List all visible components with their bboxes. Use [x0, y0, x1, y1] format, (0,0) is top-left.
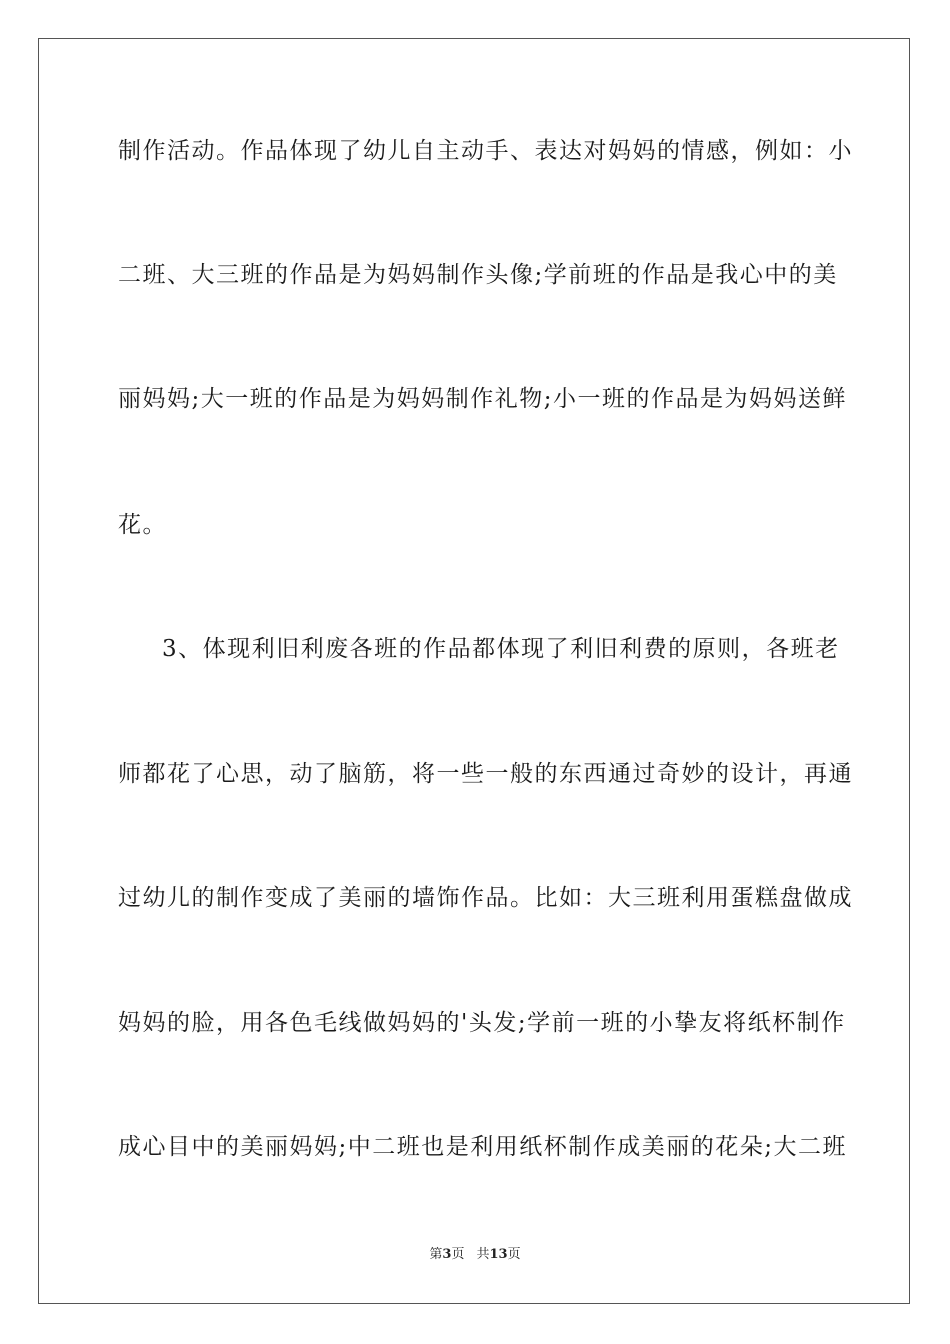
- page-border: [38, 38, 910, 1304]
- footer-total-prefix: 共: [476, 1247, 490, 1262]
- footer-total-suffix: 页: [507, 1247, 521, 1262]
- page-footer: [0, 1246, 950, 1264]
- body-text-line-2: 二班、大三班的作品是为妈妈制作头像;学前班的作品是我心中的美: [118, 262, 838, 288]
- footer-page-suffix: 页: [451, 1247, 465, 1262]
- footer-page-prefix: 第: [429, 1247, 443, 1262]
- body-text-line-1: 制作活动。作品体现了幼儿自主动手、表达对妈妈的情感，例如：小: [118, 138, 853, 164]
- body-text-line-6: 师都花了心思，动了脑筋，将一些一般的东西通过奇妙的设计，再通: [118, 761, 853, 787]
- footer-page-number: 3: [442, 1247, 452, 1262]
- body-text-line-3: 丽妈妈;大一班的作品是为妈妈制作礼物;小一班的作品是为妈妈送鲜: [118, 386, 847, 412]
- body-text-line-8: 妈妈的脸，用各色毛线做妈妈的'头发;学前一班的小挚友将纸杯制作: [118, 1010, 846, 1036]
- body-text-line-9: 成心目中的美丽妈妈;中二班也是利用纸杯制作成美丽的花朵;大二班: [118, 1134, 847, 1160]
- body-text-line-5: 3、体现利旧利废各班的作品都体现了利旧利费的原则，各班老: [162, 636, 840, 662]
- footer-total-pages: 13: [489, 1247, 508, 1262]
- body-text-line-7: 过幼儿的制作变成了美丽的墙饰作品。比如：大三班利用蛋糕盘做成: [118, 885, 853, 911]
- body-text-line-4: 花。: [118, 512, 167, 538]
